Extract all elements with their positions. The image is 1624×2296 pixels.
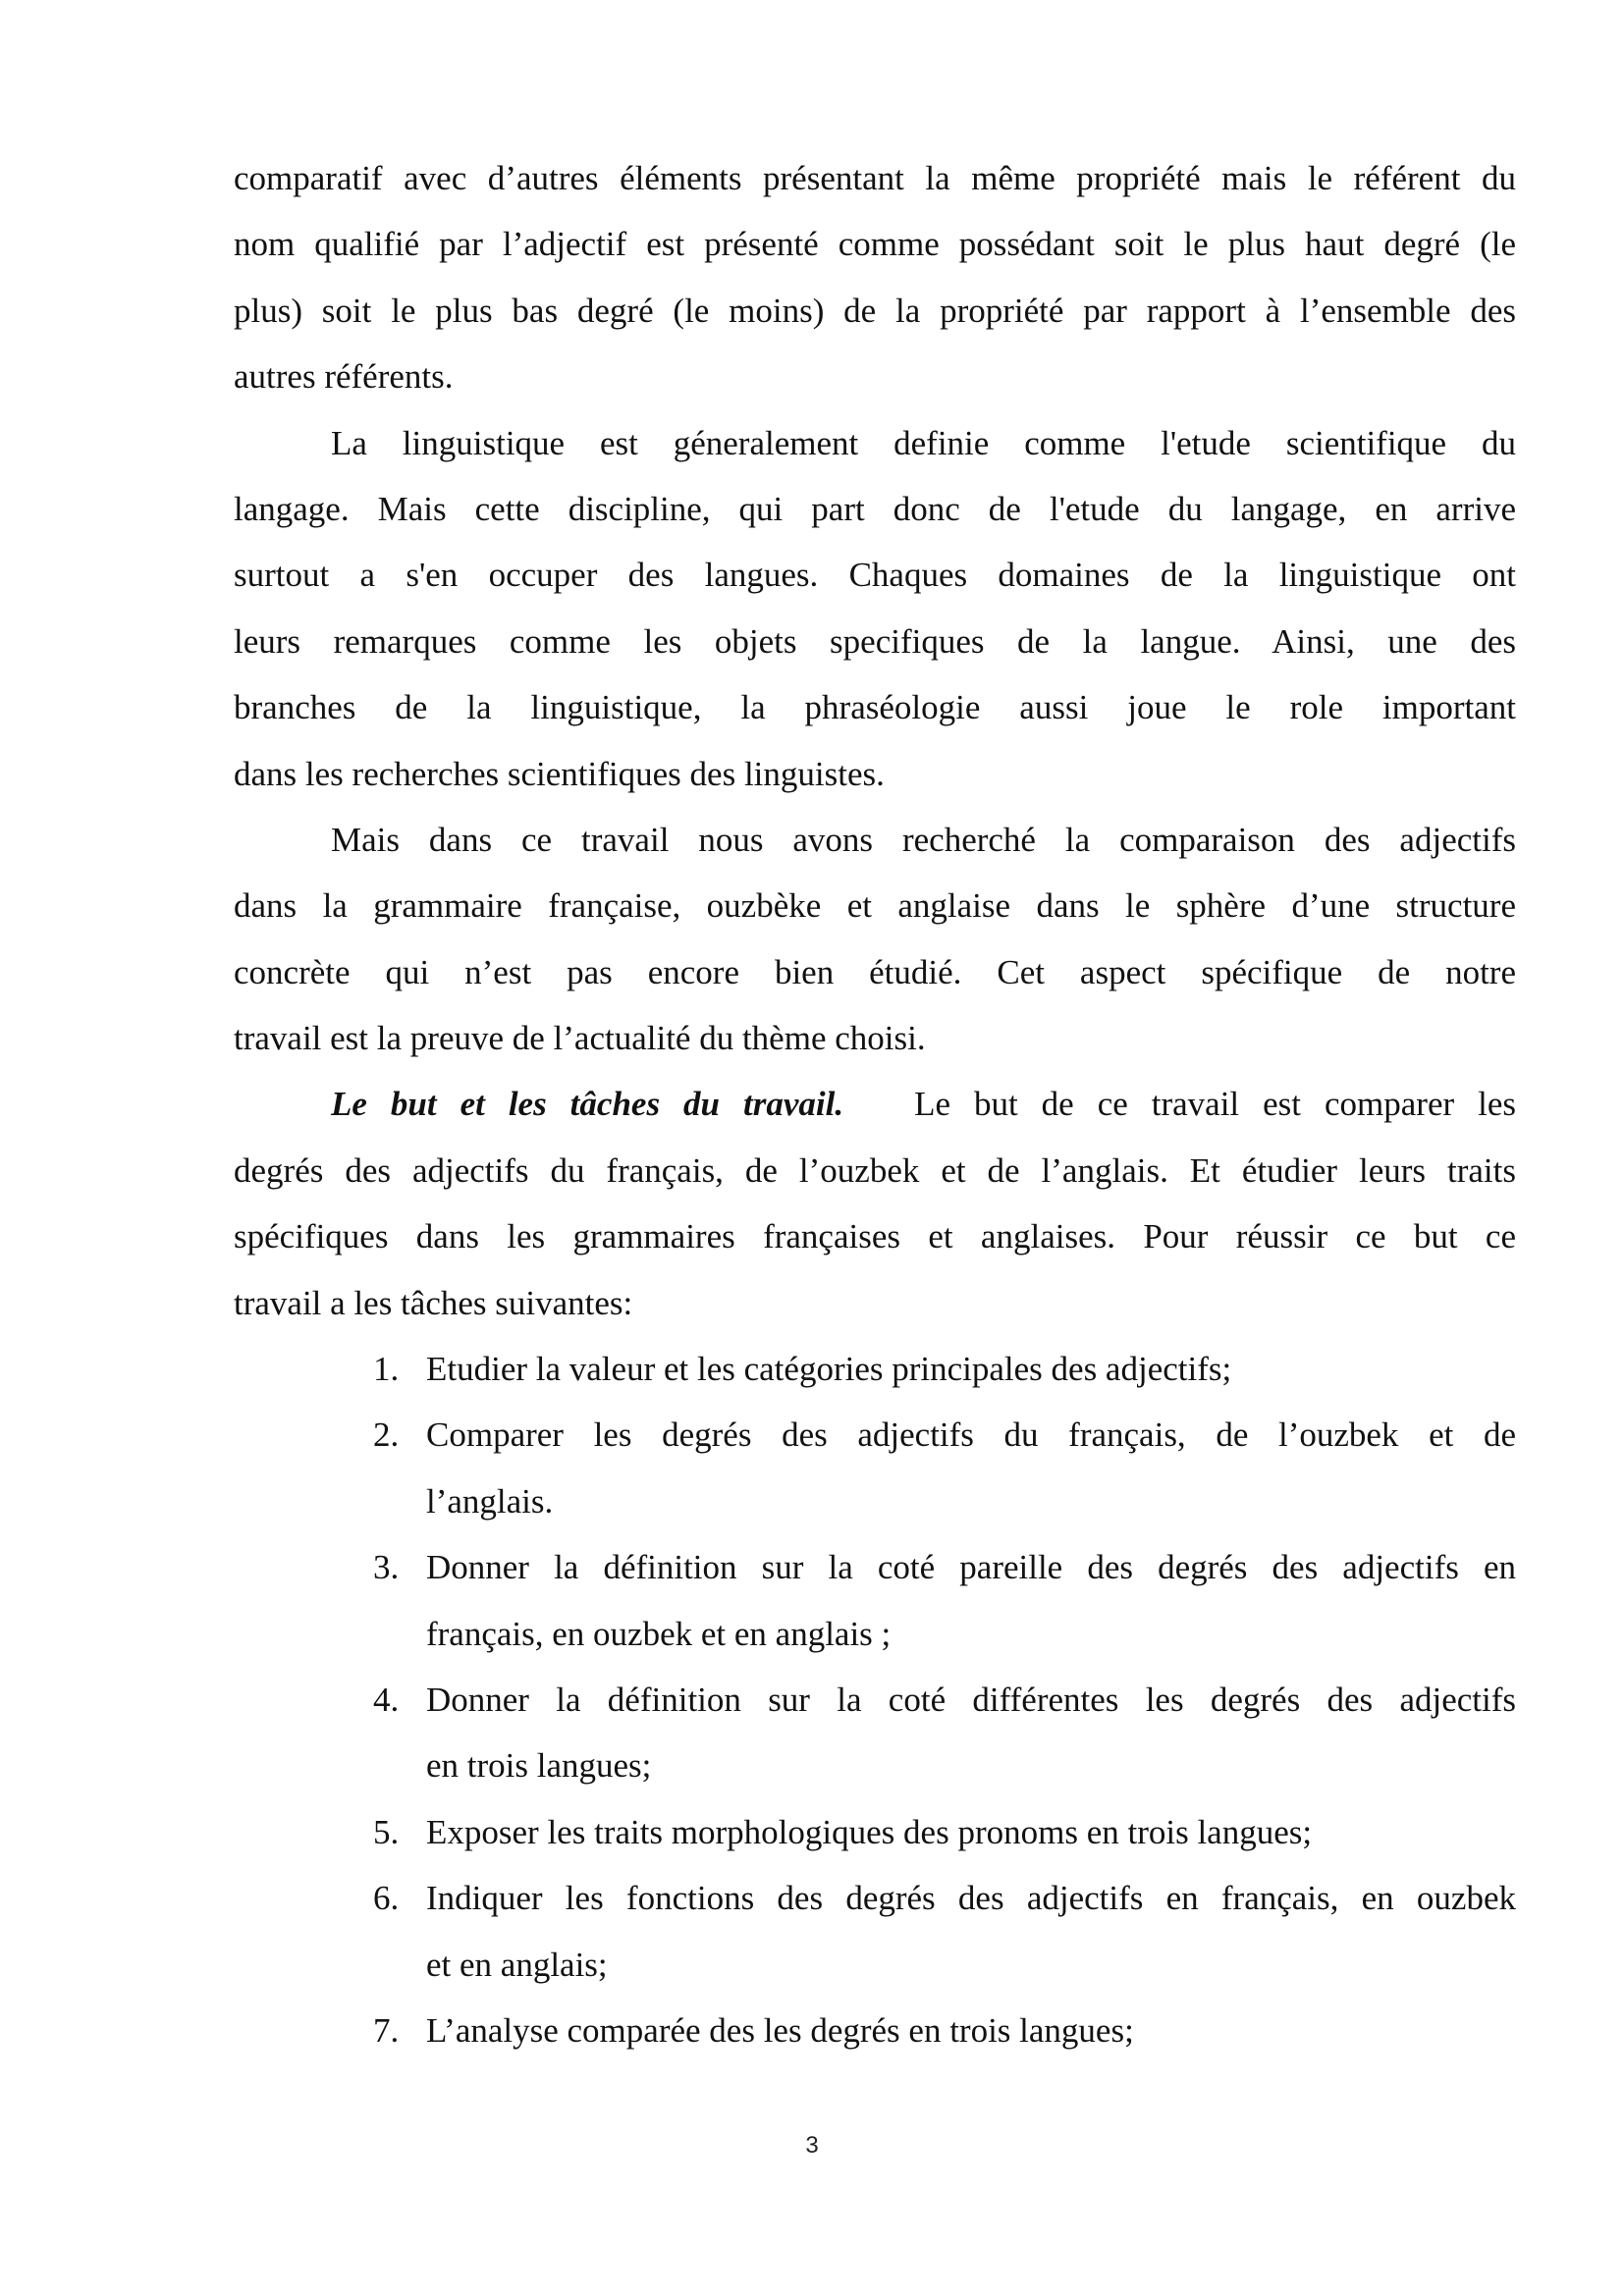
text-line: Mais dans ce travail nous avons recherché la comparaison des adjectifs xyxy=(331,820,1516,859)
paragraph xyxy=(234,145,1516,410)
list-number: 5. xyxy=(373,1812,400,1851)
text-line: Comparer les degrés des adjectifs du français, de l’ouzbek et de xyxy=(426,1415,1516,1455)
paragraph xyxy=(234,807,1516,1072)
text-line: La linguistique est géneralement definie comme l'etude scientifique du xyxy=(331,423,1516,462)
paragraph xyxy=(234,1071,1516,1336)
text-line: Etudier la valeur et les catégories principales des adjectifs; xyxy=(426,1350,1232,1389)
list-item xyxy=(373,1998,1516,2063)
list-number: 7. xyxy=(373,2010,400,2050)
task-list xyxy=(373,1336,1516,2063)
list-item xyxy=(373,1799,1516,1865)
text-line: et en anglais; xyxy=(426,1945,608,1984)
list-number: 3. xyxy=(373,1548,400,1587)
text-line: dans les recherches scientifiques des linguistes. xyxy=(234,754,885,793)
text-line: plus) soit le plus bas degré (le moins) de la propriété par rapport à l’ensemble des xyxy=(234,291,1516,330)
text-line: branches de la linguistique, la phraséologie aussi joue le role important xyxy=(234,688,1516,727)
text-line: l’anglais. xyxy=(426,1481,554,1521)
list-number: 2. xyxy=(373,1415,400,1455)
list-item xyxy=(373,1402,1516,1534)
text-line: travail a les tâches suivantes: xyxy=(234,1283,633,1322)
text-line: Indiquer les fonctions des degrés des adjectifs en français, en ouzbek xyxy=(426,1879,1516,1918)
text-line: comparatif avec d’autres éléments présentant la même propriété mais le référent du xyxy=(234,159,1516,197)
list-number: 6. xyxy=(373,1879,400,1918)
paragraph xyxy=(234,410,1516,807)
text-line xyxy=(234,1071,1516,1137)
text-span: Le but de ce travail est comparer les xyxy=(914,1085,1516,1124)
text-line: L’analyse comparée des les degrés en trois langues; xyxy=(426,2010,1134,2050)
text-line: travail est la preuve de l’actualité du thème choisi. xyxy=(234,1019,926,1058)
text-line: langage. Mais cette discipline, qui part donc de l'etude du langage, en arrive xyxy=(234,489,1516,528)
text-line: degrés des adjectifs du français, de l’ouzbek et de l’anglais. Et étudier leurs traits xyxy=(234,1150,1516,1190)
text-line: Donner la définition sur la coté différentes les degrés des adjectifs xyxy=(426,1680,1516,1719)
text-line: nom qualifié par l’adjectif est présenté comme possédant soit le plus haut degré (le xyxy=(234,225,1516,264)
text-line: autres référents. xyxy=(234,357,454,397)
text-line: français, en ouzbek et en anglais ; xyxy=(426,1614,892,1653)
page-number: 3 xyxy=(805,2132,819,2159)
text-line: Exposer les traits morphologiques des pronoms en trois langues; xyxy=(426,1812,1313,1851)
list-number: 4. xyxy=(373,1680,400,1719)
text-line: leurs remarques comme les objets specifiques de la langue. Ainsi, une des xyxy=(234,621,1516,661)
list-number: 1. xyxy=(373,1350,400,1389)
document-body xyxy=(234,145,1516,2063)
list-item xyxy=(373,1865,1516,1998)
text-line: Donner la définition sur la coté pareille des degrés des adjectifs en xyxy=(426,1548,1516,1587)
text-line: en trois langues; xyxy=(426,1746,652,1786)
text-line: dans la grammaire française, ouzbèke et anglaise dans le sphère d’une structure xyxy=(234,886,1516,926)
section-lead: Le but et les tâches du travail. xyxy=(331,1085,844,1124)
text-line: concrète qui n’est pas encore bien étudié. Cet aspect spécifique de notre xyxy=(234,952,1516,991)
text-line: spécifiques dans les grammaires françaises et anglaises. Pour réussir ce but ce xyxy=(234,1217,1516,1256)
text-line: surtout a s'en occuper des langues. Chaques domaines de la linguistique ont xyxy=(234,556,1516,595)
list-item xyxy=(373,1534,1516,1667)
list-item xyxy=(373,1667,1516,1799)
list-item xyxy=(373,1336,1516,1402)
